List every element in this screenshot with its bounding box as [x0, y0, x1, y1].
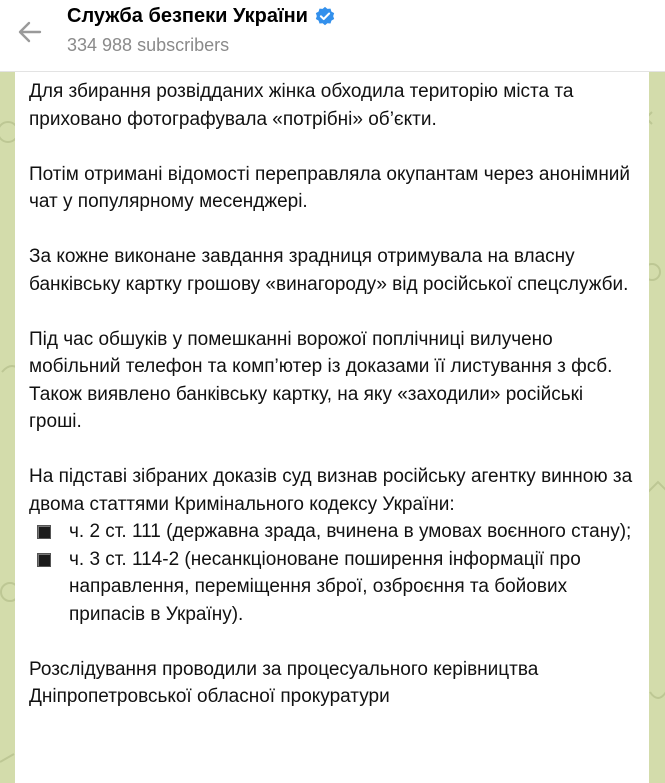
channel-name: Служба безпеки України	[67, 5, 308, 27]
message-bubble[interactable]	[15, 72, 649, 783]
charge-item	[29, 546, 635, 629]
chat-area[interactable]	[0, 72, 665, 783]
subscriber-count: 334 988 subscribers	[67, 35, 230, 55]
channel-title-row[interactable]	[67, 5, 336, 28]
message-paragraph: Для збирання розвідданих жінка обходила територію міста та приховано фотографувала «потрібні» об’єкти.	[29, 81, 574, 130]
message-closing: Розслідування проводили за процесуального керівництва Дніпропетровської обласної прокуратури	[29, 658, 539, 707]
arrow-left-icon	[17, 19, 43, 45]
charges-intro: На підставі зібраних доказів суд визнав російську агентку винною за двома статтями Кримінального кодексу України:	[29, 466, 633, 515]
charge-text: ч. 2 ст. 111 (державна зрада, вчинена в умовах воєнного стану);	[69, 521, 632, 542]
verified-badge-icon	[314, 6, 336, 28]
black-square-bullet-icon	[37, 525, 51, 539]
message-paragraph: Під час обшуків у помешканні ворожої поплічниці вилучено мобільний телефон та комп’ютер із доказами її листування з фсб. Також виявлено банківську картку, на яку «заходили» російські гроші.	[29, 328, 613, 432]
back-button[interactable]	[12, 14, 48, 50]
charge-text: ч. 3 ст. 114-2 (несанкціоноване поширення інформації про направлення, переміщення зброї, озброєння та бойових припасів в Україну).	[69, 548, 581, 625]
chat-header	[0, 0, 665, 72]
charge-item	[29, 518, 635, 546]
charges-block	[29, 463, 635, 628]
black-square-bullet-icon	[37, 553, 51, 567]
message-paragraph: За кожне виконане завдання зрадниця отримувала на власну банківську картку грошову «винагороду» від російської спецслужби.	[29, 246, 629, 295]
message-paragraph: Потім отримані відомості переправляла окупантам через анонімний чат у популярному месенджері.	[29, 163, 631, 212]
